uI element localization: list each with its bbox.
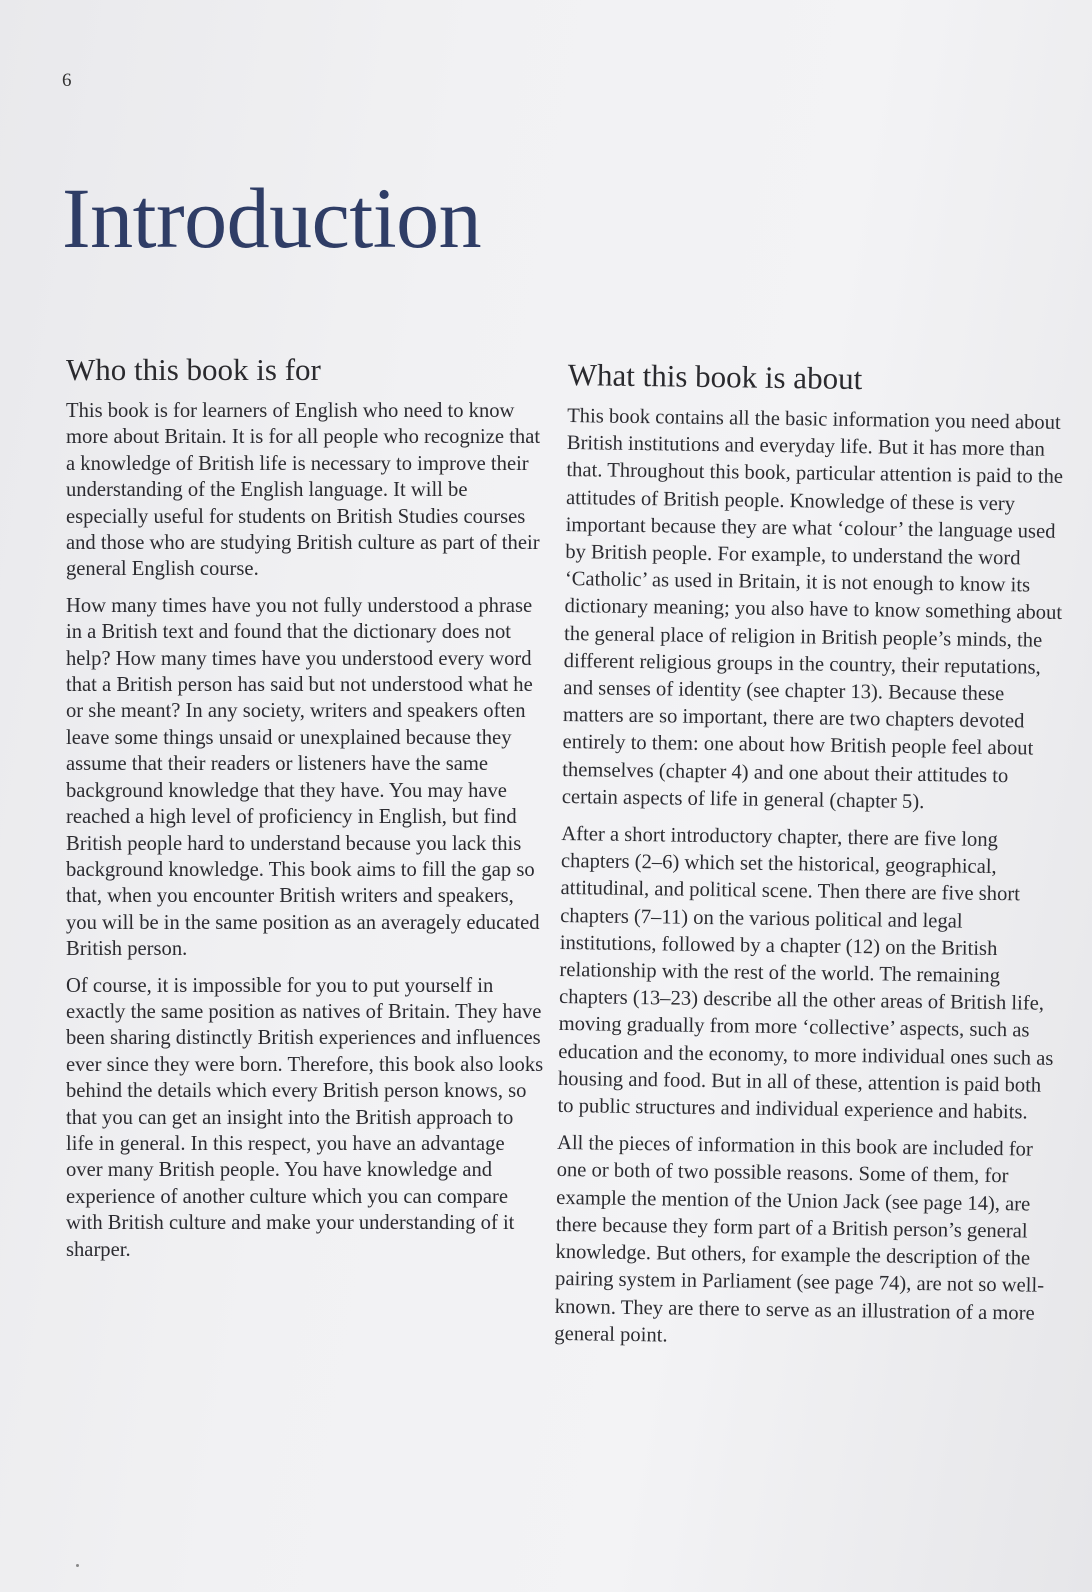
paragraph: Of course, it is impossible for you to put yourself in exactly the same position as natives of Britain. They have been sharing distinctly British experiences and influences ever since they were born. Therefore, this book also looks behind the details which every British person knows, so that you can get an insight into the British approach to life in general. In this respect, you have an advantage over many British people. You have knowledge and experience of another culture which you can compare with British culture and make your understanding of it sharper. [66, 974, 544, 1261]
page-title: Introduction [62, 170, 482, 266]
right-column [554, 357, 1068, 1365]
left-column [66, 352, 544, 1273]
paragraph: This book contains all the basic information you need about British institutions and everyday life. But it has more than that. Throughout this book, particular attention is paid to the attitudes of British people. Knowledge of these is very important because they are what ‘colour’ the language used by British people. For example, to understand the word ‘Catholic’ as used in Britain, it is not enough to know its dictionary meaning; you also have to know something about the general place of religion in British people’s minds, the different religious groups in the country, their reputations, and senses of identity (see chapter 13). Because these matters are so important, there are two chapters devoted entirely to them: one about how British people feel about themselves (chapter 4) and one about their attitudes to certain aspects of life in general (chapter 5). [561, 404, 1064, 813]
paragraph: This book is for learners of English who need to know more about Britain. It is for all people who recognize that a knowledge of British life is necessary to improve their understanding of the English language. It will be especially useful for students on British Studies courses and those who are studying British culture as part of their general English course. [66, 400, 541, 581]
section-heading-what: What this book is about [567, 357, 863, 397]
paragraph: After a short introductory chapter, there are five long chapters (2–6) which set the historical, geographical, attitudinal, and political scene. Then there are five short chapters (7–11) on the various political and legal institutions, followed by a chapter (12) on the British relationship with the rest of the world. The remaining chapters (13–23) describe all the other areas of British life, moving gradually from more ‘collective’ aspects, such as education and the economy, to more individual ones such as housing and food. But in all of these, attention is paid both to public structures and individual experience and habits. [557, 823, 1054, 1124]
paragraph: All the pieces of information in this book are included for one or both of two possible reasons. Some of them, for example the mention of the Union Jack (see page 14), are there because they form part of a British person’s general knowledge. But others, for example the description of the pairing system in Parliament (see page 74), are not so well-known. They are there to serve as an illustration of a more general point. [554, 1132, 1045, 1347]
page-speck [76, 1564, 79, 1567]
page-number: 6 [62, 70, 72, 91]
section-heading-who: Who this book is for [66, 352, 321, 387]
paragraph: How many times have you not fully understood a phrase in a British text and found that the dictionary does not help? How many times have you understood every word that a British person has said but not understood what he or she meant? In any society, writers and speakers often leave some things unsaid or unexplained because they assume that their readers or listeners have the same background knowledge that they have. You may have reached a high level of proficiency in English, but find British people hard to understand because you lack this background knowledge. This book aims to fill the gap so that, when you encounter British writers and speakers, you will be in the same position as an averagely educated British person. [66, 594, 540, 961]
